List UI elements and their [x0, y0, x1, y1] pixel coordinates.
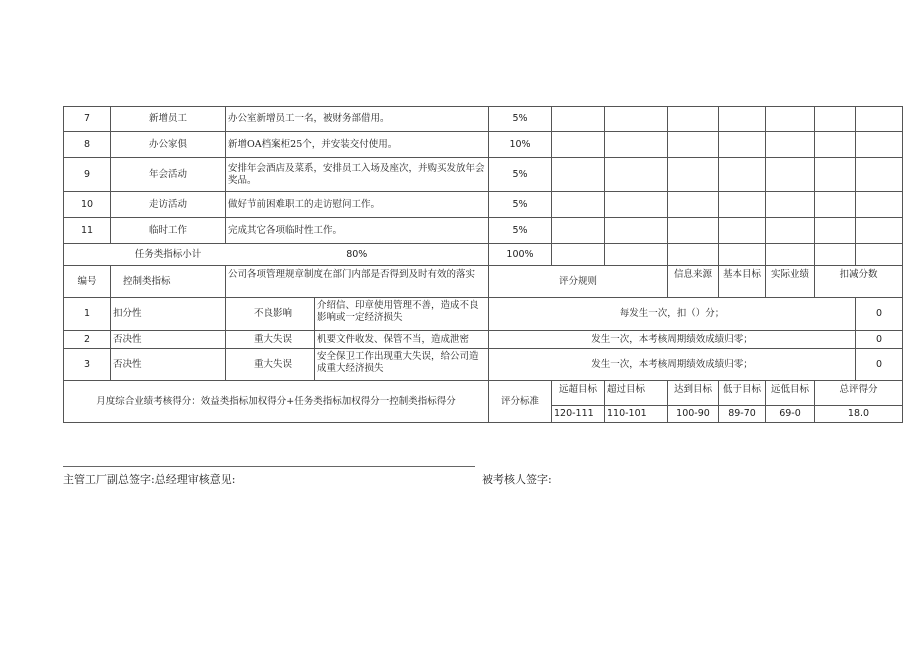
standard-header: 远超目标 — [552, 381, 605, 406]
control-rule: 发生一次，本考核周期绩效成绩归零； — [489, 349, 856, 381]
header-source: 信息来源 — [668, 266, 719, 298]
task-content: 新增OA档案柜25个，并安装交付使用。 — [226, 132, 489, 158]
formula-text: 月度综合业绩考核得分：效益类指标加权得分+任务类指标加权得分一控制类指标得分 — [64, 381, 489, 423]
task-item: 新增员工 — [111, 107, 226, 132]
control-no: 1 — [64, 298, 111, 331]
task-no: 11 — [64, 218, 111, 244]
task-content: 办公室新增员工一名，被财务部借用。 — [226, 107, 489, 132]
standard-value: 18.0 — [815, 406, 903, 423]
standard-label: 评分标准 — [489, 381, 552, 423]
subtotal-value-1: 80% — [226, 244, 489, 266]
control-score: 0 — [856, 298, 903, 331]
standard-header: 低于目标 — [719, 381, 766, 406]
control-level: 不良影响 — [226, 298, 315, 331]
standard-value: 100-90 — [668, 406, 719, 423]
task-no: 9 — [64, 158, 111, 192]
task-item: 办公家俱 — [111, 132, 226, 158]
task-content: 安排年会酒店及菜系，安排员工入场及座次，并购买发放年会奖品。 — [226, 158, 489, 192]
table-row — [64, 132, 903, 158]
signature-right: 被考核人签字: — [482, 473, 552, 486]
control-no: 3 — [64, 349, 111, 381]
task-item: 年会活动 — [111, 158, 226, 192]
control-level: 重大失误 — [226, 349, 315, 381]
standard-header: 远低目标 — [766, 381, 815, 406]
header-no: 编号 — [64, 266, 111, 298]
assessment-table — [63, 106, 903, 423]
subtotal-value-2: 100% — [489, 244, 552, 266]
task-weight: 5% — [489, 192, 552, 218]
standard-header: 总评得分 — [815, 381, 903, 406]
table-row — [64, 298, 903, 331]
task-weight: 5% — [489, 218, 552, 244]
header-content: 公司各项管理规章制度在部门内部是否得到及时有效的落实 — [226, 266, 489, 298]
control-item: 否决性 — [111, 349, 226, 381]
header-item: 控制类指标 — [111, 266, 226, 298]
task-no: 7 — [64, 107, 111, 132]
task-content: 做好节前困难职工的走访慰问工作。 — [226, 192, 489, 218]
control-score: 0 — [856, 349, 903, 381]
header-rule: 评分规则 — [489, 266, 668, 298]
control-desc: 机要文件收发、保管不当，造成泄密 — [315, 331, 489, 349]
task-item: 临时工作 — [111, 218, 226, 244]
control-no: 2 — [64, 331, 111, 349]
standard-header: 超过目标 — [605, 381, 668, 406]
table-row — [64, 107, 903, 132]
control-desc: 介绍信、印章使用管理不善，造成不良影响或一定经济损失 — [315, 298, 489, 331]
table-row — [64, 158, 903, 192]
task-no: 8 — [64, 132, 111, 158]
header-deduct: 扣减分数 — [815, 266, 903, 298]
table-row — [64, 218, 903, 244]
subtotal-row — [64, 244, 903, 266]
control-header-row — [64, 266, 903, 298]
standard-value: 120-111 — [552, 406, 605, 423]
control-rule: 每发生一次，扣（）分； — [489, 298, 856, 331]
task-item: 走访活动 — [111, 192, 226, 218]
control-desc: 安全保卫工作出现重大失误，给公司造成重大经济损失 — [315, 349, 489, 381]
standard-value: 89-70 — [719, 406, 766, 423]
signature-divider — [63, 466, 475, 467]
control-score: 0 — [856, 331, 903, 349]
header-basic: 基本目标 — [719, 266, 766, 298]
table-row — [64, 192, 903, 218]
task-weight: 10% — [489, 132, 552, 158]
standard-value: 69-0 — [766, 406, 815, 423]
signature-left: 主管工厂副总签字:总经理审核意见: — [63, 473, 236, 486]
subtotal-label: 任务类指标小计 — [111, 244, 226, 266]
table-row — [64, 331, 903, 349]
control-item: 否决性 — [111, 331, 226, 349]
task-weight: 5% — [489, 107, 552, 132]
control-level: 重大失误 — [226, 331, 315, 349]
task-weight: 5% — [489, 158, 552, 192]
control-rule: 发生一次，本考核周期绩效成绩归零； — [489, 331, 856, 349]
standard-header: 达到目标 — [668, 381, 719, 406]
table-row — [64, 349, 903, 381]
standard-value: 110-101 — [605, 406, 668, 423]
task-content: 完成其它各项临时性工作。 — [226, 218, 489, 244]
control-item: 扣分性 — [111, 298, 226, 331]
header-actual: 实际业绩 — [766, 266, 815, 298]
standard-header-row — [64, 381, 903, 406]
task-no: 10 — [64, 192, 111, 218]
